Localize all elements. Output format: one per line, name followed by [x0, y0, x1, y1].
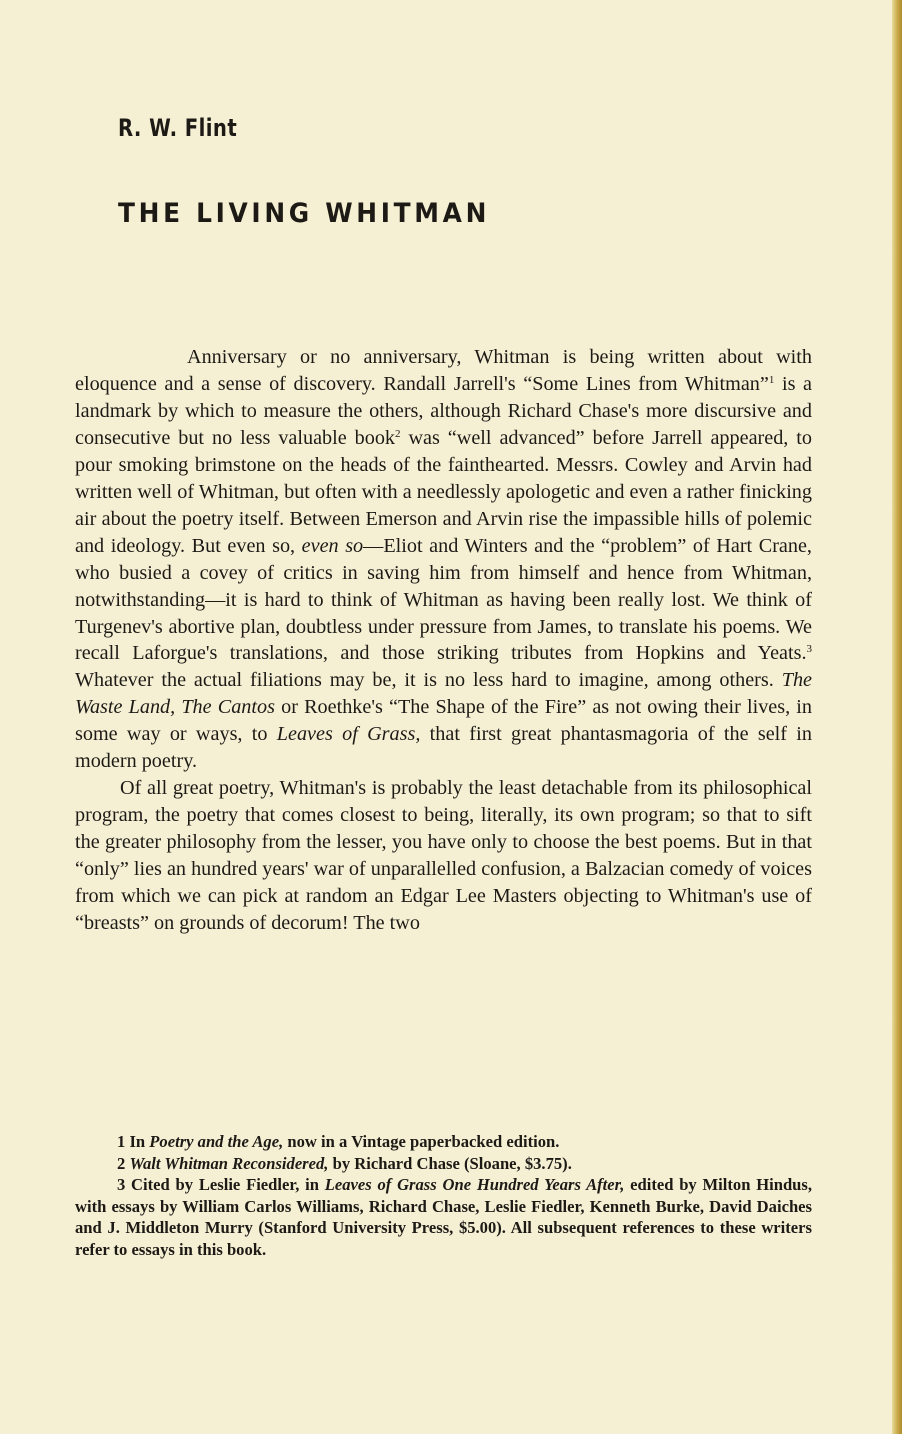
footnote-text: 2 [117, 1153, 130, 1173]
footnote-2 [75, 1153, 812, 1175]
footnote-ref-1: 1 [768, 373, 775, 386]
page-edge [892, 0, 902, 1434]
text-run: Anniversary or no anniversary, Whitman is being written about with eloquence and a sense of discovery. Randall Jarrell's “Some Lines from Whitman” [75, 346, 812, 395]
italic-title-leaves: Leaves of Grass, [276, 723, 421, 746]
author-name: R. W. Flint [118, 114, 238, 142]
article-title: THE LIVING WHITMAN [118, 198, 491, 229]
text-run: that first great phantasmagoria of the self in modern poetry. [75, 723, 812, 773]
footnote-text: now in a Vintage paperbacked edition. [283, 1132, 560, 1151]
footnote-3 [75, 1174, 812, 1260]
footnote-italic: Walt Whitman Reconsidered, [129, 1153, 329, 1173]
article-body [75, 344, 812, 937]
footnote-text: 3 Cited by Leslie Fiedler, in [117, 1175, 325, 1195]
footnote-1 [75, 1131, 812, 1153]
italic-even-so: even so [301, 534, 364, 557]
footnote-italic: Poetry and the Age, [149, 1132, 284, 1151]
footnote-text: 1 In [117, 1132, 150, 1151]
text-run: is a landmark by which to measure the others, although Richard Chase's more discursive and consecutive but no less valuable book [75, 372, 812, 449]
footnote-ref-3: 3 [806, 643, 812, 656]
footnote-text: by Richard Chase (Sloane, $3.75). [328, 1153, 572, 1173]
footnotes [75, 1131, 812, 1261]
italic-title-waste-land: The Waste Land, The Cantos [75, 669, 812, 719]
text-run: or Roethke's “The Shape of the Fire” as not owing their lives, in some way or ways, to [75, 696, 812, 746]
text-run: —Eliot and Winters and the “problem” of Hart Crane, who busied a covey of critics in saving him from himself and hence from Whitman, notwithstanding—it is hard to think of Whitman as having been really lost. We think of Turgenev's abortive plan, doubtless under pressure from James, to translate his poems. We recall Laforgue's translations, and those striking tributes from Hopkins and Yeats. [75, 534, 812, 665]
paragraph-2: Of all great poetry, Whitman's is probably the least detachable from its philosophical program, the poetry that comes closest to being, literally, its own program; so that to sift the greater philosophy from the lesser, you have only to choose the best poems. But in that “only” lies an hundred years' war of unparallelled confusion, a Balzacian comedy of voices from which we can pick at random an Edgar Lee Masters objecting to Whitman's use of “breasts” on grounds of decorum! The two [75, 777, 812, 935]
footnote-ref-2: 2 [395, 427, 401, 440]
text-run: was “well advanced” before Jarrell appeared, to pour smoking brimstone on the heads of the fainthearted. Messrs. Cowley and Arvin had written well of Whitman, but often with a needlessly apologetic and even a rather finicking air about the poetry itself. Between Emerson and Arvin rise the impassible hills of polemic and ideology. But even so, [75, 426, 813, 557]
text-run: Whatever the actual filiations may be, it is no less hard to imagine, among others. [75, 669, 782, 692]
footnote-italic: Leaves of Grass One Hundred Years After, [324, 1175, 625, 1195]
footnote-text: edited by Milton Hindus, with essays by William Carlos Williams, Richard Chase, Leslie Fiedler, Kenneth Burke, David Daiches and J. Middleton Murry (Stanford University Press, $5.00). All subsequent references to these writers refer to essays in this book. [75, 1175, 813, 1259]
paragraph-1 [75, 344, 812, 775]
